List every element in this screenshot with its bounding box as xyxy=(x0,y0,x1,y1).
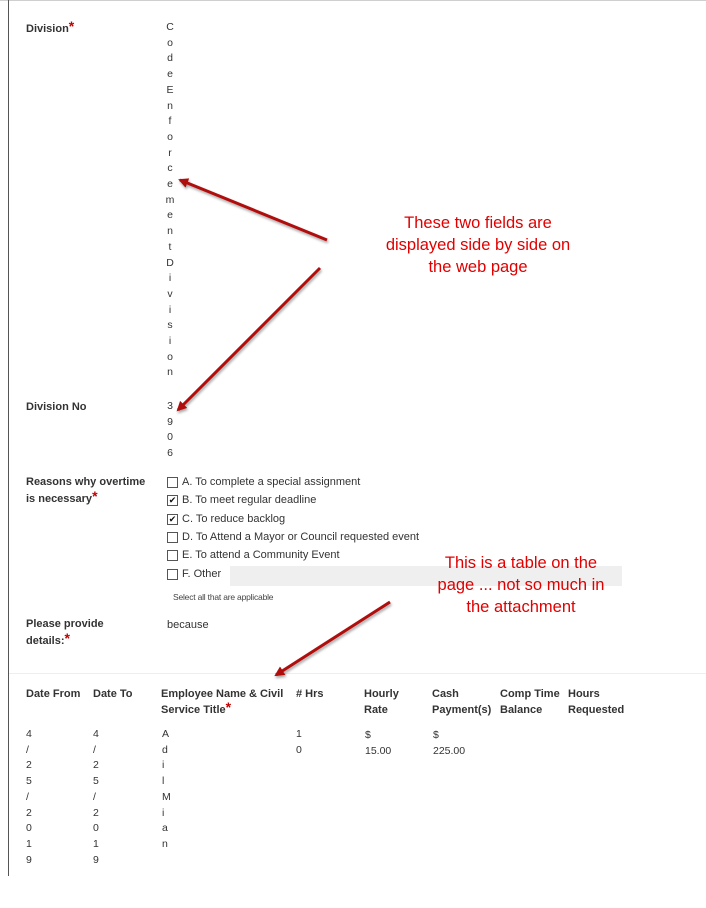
th-cash-line1: Cash xyxy=(432,688,459,700)
division-value-char: i xyxy=(168,272,172,285)
date-to-char: 5 xyxy=(93,775,99,788)
annotation1-line1: These two fields are xyxy=(404,214,552,232)
th-cash-line2: Payment(s) xyxy=(432,704,492,716)
division-value-char: i xyxy=(168,303,172,316)
date-from-char: 5 xyxy=(26,775,32,788)
reason-option-c-label: C. To reduce backlog xyxy=(182,513,286,525)
date-from-char: 2 xyxy=(26,806,32,819)
arrow-to-division xyxy=(180,180,327,240)
division-no-value-char: 9 xyxy=(167,415,173,428)
date-to-char: 1 xyxy=(93,837,99,850)
th-hourly-line2: Rate xyxy=(364,704,388,716)
date-from-char: 1 xyxy=(26,837,32,850)
division-value-char: d xyxy=(167,52,173,65)
th-comp-line2: Balance xyxy=(500,704,543,716)
cell-hourly-rate-line1: $ xyxy=(365,729,371,741)
division-value-char: i xyxy=(168,335,172,348)
annotation2-line3: the attachment xyxy=(466,598,576,616)
cell-hourly-rate-line2: 15.00 xyxy=(365,745,392,757)
division-value-char: r xyxy=(168,146,172,159)
date-from-char: 9 xyxy=(26,853,32,866)
annotation1-line3: the web page xyxy=(428,258,528,276)
division-value-char: C xyxy=(166,21,174,33)
checkbox-c[interactable]: ✔ xyxy=(168,513,177,524)
division-no-label: Division No xyxy=(26,401,87,413)
details-value: because xyxy=(167,619,209,631)
th-hours-line1: Hours xyxy=(568,688,600,700)
division-value-char: n xyxy=(167,225,173,238)
annotation2-line1: This is a table on the xyxy=(444,554,598,572)
division-value-char: D xyxy=(166,256,174,269)
th-comp-line1: Comp Time xyxy=(500,688,560,700)
division-value-char: e xyxy=(167,178,173,191)
reason-option-d-label: D. To Attend a Mayor or Council requested event xyxy=(182,531,420,543)
date-to-char: / xyxy=(93,790,96,803)
employee-char: A xyxy=(162,728,170,740)
cell-cash-line1: $ xyxy=(433,729,439,741)
division-value-char: e xyxy=(167,209,173,222)
date-to-char: 0 xyxy=(93,822,99,835)
checkbox-b[interactable]: ✔ xyxy=(168,494,177,505)
date-from-char: / xyxy=(26,743,29,756)
th-date-from: Date From xyxy=(26,688,81,700)
division-no-value-char: 3 xyxy=(167,400,173,412)
division-value-char: v xyxy=(167,287,173,300)
arrow-to-table xyxy=(276,602,390,675)
division-value-char: o xyxy=(167,36,173,49)
reason-option-b-label: B. To meet regular deadline xyxy=(182,494,317,506)
required-asterisk: * xyxy=(64,630,70,646)
employee-char: n xyxy=(162,837,168,850)
date-from-char: / xyxy=(26,790,29,803)
division-label-text: Division xyxy=(26,23,69,35)
date-to-char: 2 xyxy=(93,759,99,772)
division-no-value-char: 0 xyxy=(167,431,173,444)
reasons-label-line1: Reasons why overtime xyxy=(26,476,146,488)
employee-char: a xyxy=(162,822,168,835)
employee-char: i xyxy=(162,806,165,819)
annotation1-line2: displayed side by side on xyxy=(385,236,571,254)
division-no-value-char: 6 xyxy=(167,447,173,460)
th-date-to: Date To xyxy=(93,688,133,700)
th-employee-line2: Service Title xyxy=(161,704,226,716)
hrs-char: 0 xyxy=(296,743,302,756)
reason-option-e-label: E. To attend a Community Event xyxy=(182,549,340,561)
division-value-char: n xyxy=(167,99,173,112)
date-to-char: 4 xyxy=(93,728,99,740)
th-hourly-line1: Hourly xyxy=(364,688,399,700)
reasons-hint: Select all that are applicable xyxy=(173,592,274,602)
th-hrs: # Hrs xyxy=(296,688,324,700)
date-from-char: 2 xyxy=(26,759,32,772)
division-value-char: e xyxy=(167,68,173,81)
annotation2-line2: page ... not so much in xyxy=(437,576,605,594)
cell-cash-line2: 225.00 xyxy=(433,745,466,757)
reasons-label-line2: is necessary xyxy=(26,493,93,505)
employee-char: M xyxy=(162,790,171,803)
arrow-to-division-no xyxy=(178,268,320,410)
division-value-char: o xyxy=(167,130,173,143)
date-to-char: 9 xyxy=(93,853,99,866)
reason-option-f-label: F. Other xyxy=(182,568,222,580)
division-value-char: n xyxy=(167,366,173,379)
required-asterisk: * xyxy=(225,699,232,715)
division-value-char: E xyxy=(166,83,174,96)
details-label-line1: Please provide xyxy=(26,618,104,630)
reason-option-a-label: A. To complete a special assignment xyxy=(182,476,361,488)
date-from-char: 4 xyxy=(26,728,32,740)
date-to-char: 2 xyxy=(93,806,99,819)
division-value-char: m xyxy=(165,193,175,206)
employee-char: d xyxy=(162,743,168,756)
division-value-char: s xyxy=(167,319,173,332)
employee-char: i xyxy=(162,759,165,772)
required-asterisk: * xyxy=(68,18,75,34)
date-from-char: 0 xyxy=(26,822,32,835)
th-employee-line1: Employee Name & Civil xyxy=(161,688,284,700)
division-value-char: o xyxy=(167,350,173,363)
date-to-char: / xyxy=(93,743,96,756)
division-value-char: t xyxy=(168,240,172,253)
th-hours-line2: Requested xyxy=(568,704,625,716)
details-label-line2: details: xyxy=(26,635,65,647)
division-value-char: c xyxy=(167,162,173,175)
required-asterisk: * xyxy=(92,488,98,504)
hrs-char: 1 xyxy=(296,728,302,740)
employee-char: l xyxy=(162,775,165,788)
division-value-char: f xyxy=(168,115,172,128)
